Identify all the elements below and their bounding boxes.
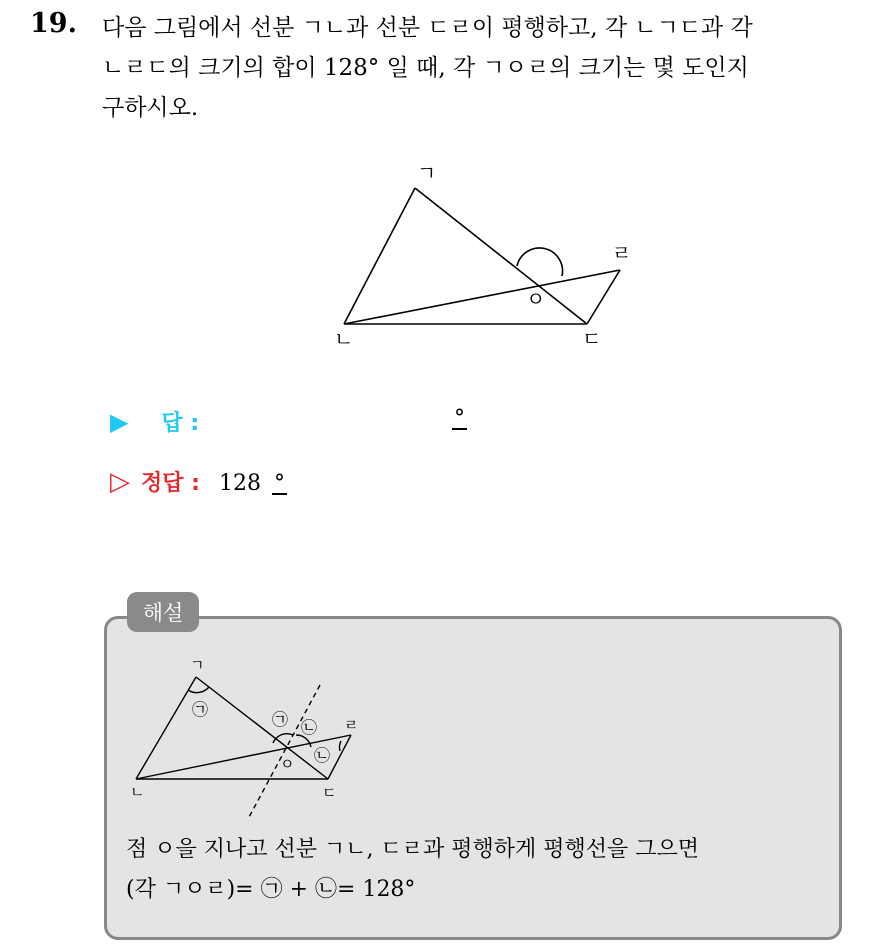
angle-arc-gor	[517, 248, 563, 276]
label-n: ㄴ	[334, 327, 354, 351]
label-g: ㄱ	[417, 161, 437, 185]
parallel-line	[248, 685, 320, 819]
correct-answer-row	[110, 466, 287, 497]
correct-label: 정답 :	[141, 471, 200, 496]
explanation-figure	[128, 655, 378, 830]
answer-label: 답 :	[161, 411, 200, 436]
angle-arc-r	[340, 741, 341, 751]
label-o: ㅇ	[526, 287, 546, 311]
correct-value: 128	[218, 471, 261, 496]
question-line: 다음 그림에서 선분 ㄱㄴ과 선분 ㄷㄹ이 평행하고, 각 ㄴㄱㄷ과 각	[102, 15, 753, 41]
answer-row	[110, 406, 199, 437]
mark-angle-2: ㉡	[314, 746, 331, 765]
question-figure	[320, 150, 650, 360]
explanation-text	[126, 830, 826, 910]
answer-unit: °	[454, 406, 465, 431]
correct-arrow-icon: ▷	[110, 467, 130, 497]
segment-gn	[136, 677, 196, 779]
label-n: ㄴ	[130, 783, 145, 801]
question-text	[102, 8, 872, 128]
label-g: ㄱ	[190, 656, 205, 674]
angle-arc-g	[188, 687, 209, 693]
mark-angle-1: ㉠	[272, 710, 289, 729]
answer-arrow-icon: ▶	[110, 408, 129, 436]
label-d: ㄷ	[582, 327, 602, 351]
label-r: ㄹ	[344, 716, 359, 734]
explanation-tag: 해설	[127, 592, 199, 632]
segment-gn	[344, 188, 415, 324]
explanation-line: (각 ㄱㅇㄹ)= ㉠ + ㉡= 128°	[126, 877, 416, 902]
explanation-line: 점 ㅇ을 지나고 선분 ㄱㄴ, ㄷㄹ과 평행하게 평행선을 그으면	[126, 837, 699, 862]
segment-dr	[587, 270, 620, 324]
mark-angle-1: ㉠	[192, 700, 209, 719]
question-line: ㄴㄹㄷ의 크기의 합이 128° 일 때, 각 ㄱㅇㄹ의 크기는 몇 도인지	[102, 55, 749, 81]
label-o: ㅇ	[280, 755, 295, 773]
segment-nr	[344, 270, 620, 324]
label-d: ㄷ	[322, 784, 337, 802]
answer-input[interactable]	[452, 406, 467, 431]
segment-dr	[328, 735, 351, 779]
mark-angle-2: ㉡	[301, 718, 318, 737]
correct-unit: °	[273, 471, 285, 496]
label-r: ㄹ	[612, 241, 632, 265]
question-line: 구하시오.	[102, 95, 199, 121]
segment-gd	[415, 188, 587, 324]
question-number: 19.	[30, 8, 77, 39]
